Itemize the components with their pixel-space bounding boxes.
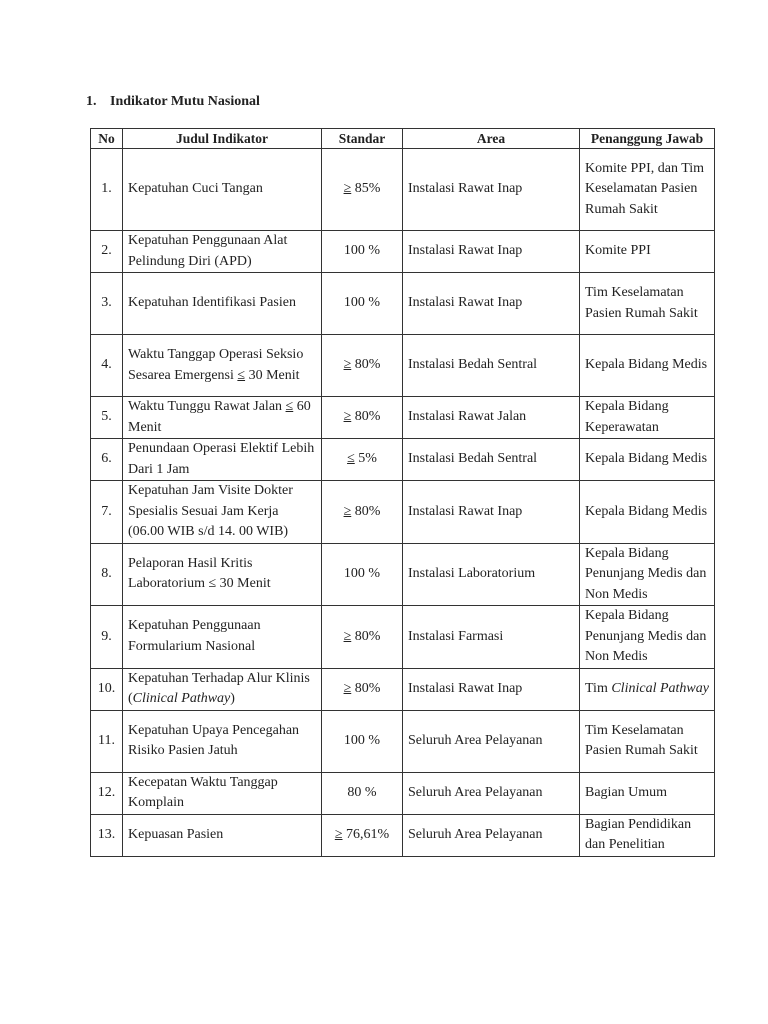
row-no: 4. — [91, 335, 123, 397]
table-row — [91, 397, 715, 439]
table-row — [91, 668, 715, 710]
row-area: Instalasi Rawat Inap — [403, 231, 580, 273]
row-pj: Kepala Bidang Medis — [580, 439, 715, 481]
table-row — [91, 543, 715, 606]
row-judul: Kepatuhan Cuci Tangan — [123, 149, 322, 231]
row-judul: Kepatuhan Upaya Pencegahan Risiko Pasien Jatuh — [123, 710, 322, 772]
row-pj: Komite PPI, dan Tim Keselamatan Pasien Rumah Sakit — [580, 149, 715, 231]
header-area: Area — [403, 129, 580, 149]
row-judul: Kepatuhan Penggunaan Formularium Nasional — [123, 606, 322, 669]
row-standar: 80 % — [322, 772, 403, 814]
row-judul: Waktu Tanggap Operasi Seksio Sesarea Emergensi ≤ 30 Menit — [123, 335, 322, 397]
table-row — [91, 149, 715, 231]
row-pj: Tim Clinical Pathway — [580, 668, 715, 710]
table-row — [91, 273, 715, 335]
table-row — [91, 439, 715, 481]
row-pj: Bagian Pendidikan dan Penelitian — [580, 814, 715, 856]
row-no: 9. — [91, 606, 123, 669]
row-standar: 100 % — [322, 710, 403, 772]
row-pj: Kepala Bidang Penunjang Medis dan Non Medis — [580, 606, 715, 669]
row-pj: Tim Keselamatan Pasien Rumah Sakit — [580, 273, 715, 335]
section-number: 1. — [86, 94, 97, 109]
row-standar: ≤ 5% — [322, 439, 403, 481]
row-no: 8. — [91, 543, 123, 606]
row-pj: Kepala Bidang Penunjang Medis dan Non Medis — [580, 543, 715, 606]
row-pj: Kepala Bidang Medis — [580, 481, 715, 544]
row-standar: ≥ 80% — [322, 668, 403, 710]
header-no: No — [91, 129, 123, 149]
row-area: Instalasi Rawat Inap — [403, 273, 580, 335]
row-pj: Kepala Bidang Keperawatan — [580, 397, 715, 439]
row-area: Instalasi Laboratorium — [403, 543, 580, 606]
row-area: Seluruh Area Pelayanan — [403, 772, 580, 814]
row-no: 10. — [91, 668, 123, 710]
row-no: 5. — [91, 397, 123, 439]
row-area: Instalasi Bedah Sentral — [403, 335, 580, 397]
row-no: 3. — [91, 273, 123, 335]
row-judul: Waktu Tunggu Rawat Jalan ≤ 60 Menit — [123, 397, 322, 439]
row-pj: Bagian Umum — [580, 772, 715, 814]
row-pj: Komite PPI — [580, 231, 715, 273]
row-no: 2. — [91, 231, 123, 273]
row-standar: 100 % — [322, 231, 403, 273]
row-area: Instalasi Farmasi — [403, 606, 580, 669]
row-judul: Kepatuhan Jam Visite Dokter Spesialis Sesuai Jam Kerja (06.00 WIB s/d 14. 00 WIB) — [123, 481, 322, 544]
row-standar: ≥ 80% — [322, 481, 403, 544]
section-title: Indikator Mutu Nasional — [110, 94, 260, 109]
row-judul: Kecepatan Waktu Tanggap Komplain — [123, 772, 322, 814]
table-row — [91, 606, 715, 669]
row-no: 7. — [91, 481, 123, 544]
row-area: Instalasi Rawat Inap — [403, 481, 580, 544]
row-standar: ≥ 80% — [322, 606, 403, 669]
row-no: 12. — [91, 772, 123, 814]
row-standar: ≥ 80% — [322, 397, 403, 439]
row-area: Instalasi Rawat Inap — [403, 149, 580, 231]
row-judul: Pelaporan Hasil Kritis Laboratorium ≤ 30 Menit — [123, 543, 322, 606]
row-judul: Kepatuhan Penggunaan Alat Pelindung Diri (APD) — [123, 231, 322, 273]
row-no: 13. — [91, 814, 123, 856]
row-no: 6. — [91, 439, 123, 481]
table-row — [91, 481, 715, 544]
header-penanggung-jawab: Penanggung Jawab — [580, 129, 715, 149]
row-pj: Kepala Bidang Medis — [580, 335, 715, 397]
table-row — [91, 710, 715, 772]
row-area: Instalasi Bedah Sentral — [403, 439, 580, 481]
row-judul: Penundaan Operasi Elektif Lebih Dari 1 Jam — [123, 439, 322, 481]
row-standar: ≥ 76,61% — [322, 814, 403, 856]
header-judul: Judul Indikator — [123, 129, 322, 149]
row-area: Instalasi Rawat Inap — [403, 668, 580, 710]
row-standar: 100 % — [322, 543, 403, 606]
table-row — [91, 772, 715, 814]
row-judul: Kepatuhan Terhadap Alur Klinis (Clinical Pathway) — [123, 668, 322, 710]
table-row — [91, 231, 715, 273]
table-row — [91, 814, 715, 856]
header-standar: Standar — [322, 129, 403, 149]
row-no: 11. — [91, 710, 123, 772]
table-header-row — [91, 129, 715, 149]
row-judul: Kepuasan Pasien — [123, 814, 322, 856]
row-area: Seluruh Area Pelayanan — [403, 814, 580, 856]
row-area: Instalasi Rawat Jalan — [403, 397, 580, 439]
table-row — [91, 335, 715, 397]
row-standar: ≥ 85% — [322, 149, 403, 231]
row-standar: 100 % — [322, 273, 403, 335]
indicator-table — [90, 128, 715, 857]
row-judul: Kepatuhan Identifikasi Pasien — [123, 273, 322, 335]
row-area: Seluruh Area Pelayanan — [403, 710, 580, 772]
section-heading — [86, 94, 260, 110]
row-pj: Tim Keselamatan Pasien Rumah Sakit — [580, 710, 715, 772]
row-standar: ≥ 80% — [322, 335, 403, 397]
row-no: 1. — [91, 149, 123, 231]
